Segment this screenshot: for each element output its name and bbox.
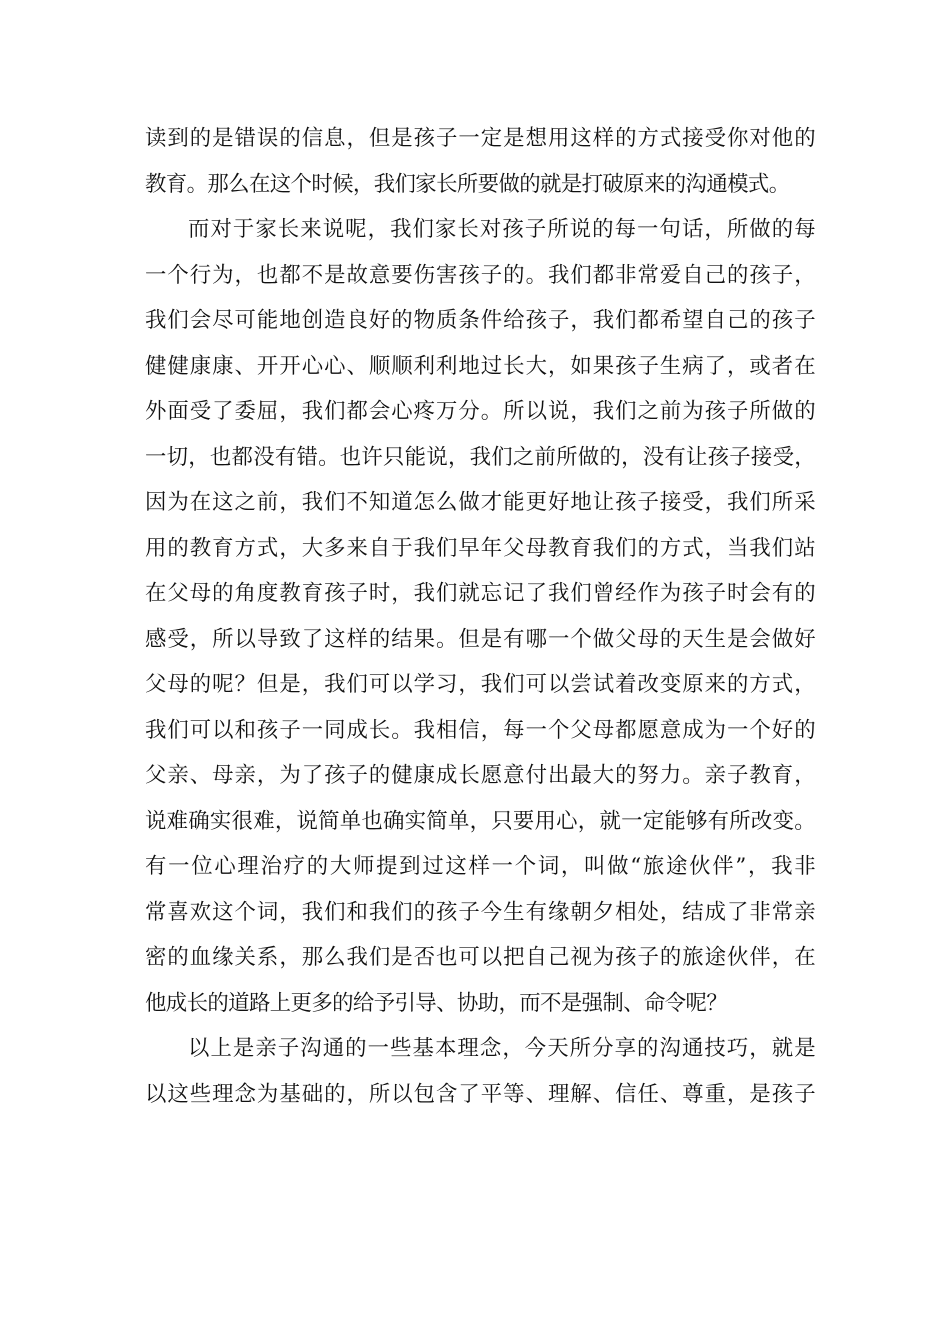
text-line: 用的教育方式，大多来自于我们早年父母教育我们的方式，当我们站 xyxy=(145,535,815,561)
text-line: 外面受了委屈，我们都会心疼万分。所以说，我们之前为孩子所做的 xyxy=(145,399,815,424)
paragraph-first-line: 而对于家长来说呢，我们家长对孩子所说的每一句话，所做的每 xyxy=(188,217,815,242)
text-line: 有一位心理治疗的大师提到过这样一个词，叫做“旅途伙伴”，我非 xyxy=(145,854,815,879)
text-line: 教育。那么在这个时候，我们家长所要做的就是打破原来的沟通模式。 xyxy=(145,171,790,197)
text-line: 说难确实很难，说简单也确实简单，只要用心，就一定能够有所改变。 xyxy=(145,808,815,834)
text-line: 在父母的角度教育孩子时，我们就忘记了我们曾经作为孩子时会有的 xyxy=(145,581,815,606)
paragraph-first-line: 以上是亲子沟通的一些基本理念，今天所分享的沟通技巧，就是 xyxy=(188,1036,815,1061)
text-line: 以这些理念为基础的，所以包含了平等、理解、信任、尊重，是孩子 xyxy=(145,1081,815,1107)
text-line: 一切，也都没有错。也许只能说，我们之前所做的，没有让孩子接受， xyxy=(145,444,815,470)
text-line: 我们可以和孩子一同成长。我相信，每一个父母都愿意成为一个好的 xyxy=(145,717,815,743)
text-line: 父母的呢？但是，我们可以学习，我们可以尝试着改变原来的方式， xyxy=(145,672,815,697)
text-line: 他成长的道路上更多的给予引导、协助，而不是强制、命令呢？ xyxy=(145,990,728,1016)
text-line: 常喜欢这个词，我们和我们的孩子今生有缘朝夕相处，结成了非常亲 xyxy=(145,899,815,925)
text-line: 读到的是错误的信息，但是孩子一定是想用这样的方式接受你对他的 xyxy=(145,126,815,151)
text-line: 父亲、母亲，为了孩子的健康成长愿意付出最大的努力。亲子教育， xyxy=(145,763,815,788)
text-line: 健健康康、开开心心、顺顺利利地过长大，如果孩子生病了，或者在 xyxy=(145,353,815,379)
text-line: 因为在这之前，我们不知道怎么做才能更好地让孩子接受，我们所采 xyxy=(145,490,815,515)
text-line: 我们会尽可能地创造良好的物质条件给孩子，我们都希望自己的孩子 xyxy=(145,308,815,333)
text-line: 感受，所以导致了这样的结果。但是有哪一个做父母的天生是会做好 xyxy=(145,626,815,652)
text-line: 密的血缘关系，那么我们是否也可以把自己视为孩子的旅途伙伴，在 xyxy=(145,945,815,970)
body-text xyxy=(145,116,815,1117)
text-line: 一个行为，也都不是故意要伤害孩子的。我们都非常爱自己的孩子， xyxy=(145,262,815,288)
